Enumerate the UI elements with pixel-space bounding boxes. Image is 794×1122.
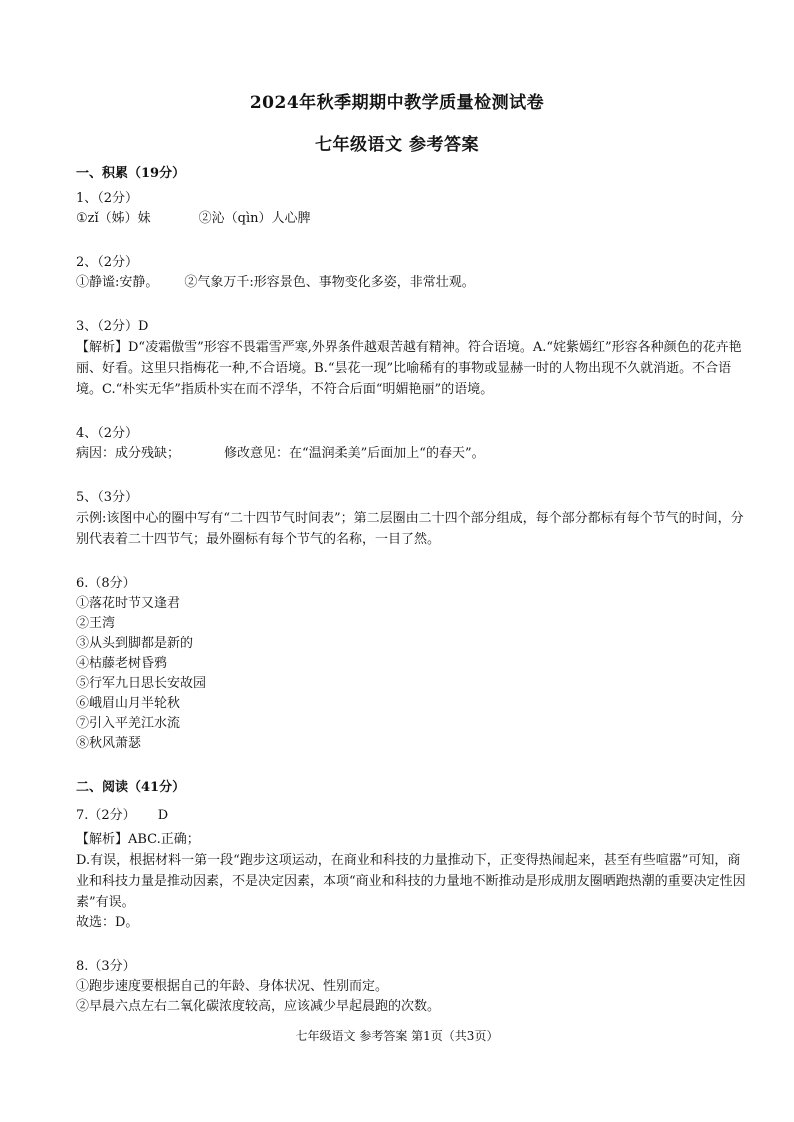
q6-item: ③从头到脚都是新的 [76,636,194,651]
section1-heading: 一、积累（19分） [76,166,186,181]
q6-item: ⑤行军九日思长安故园 [76,676,207,691]
q2-answer-a: ①静谧:安静。 [76,275,159,290]
q4-answer-b: 修改意见：在“温润柔美”后面加上“的春天”。 [224,446,485,461]
q5-answer: 示例:该图中心的圈中写有“二十四节气时间表”；第二层圈由二十四个部分组成，每个部分都标有每个节气的时间，分别代表着二十四节气；最外圈标有每个节气的名称，一目了然。 [76,511,744,547]
q1-number: 1、（2分） [76,191,139,206]
q6-number: 6.（8分） [76,576,136,591]
q2-answer [76,273,746,293]
q7-number-label: 7.（2分） [76,808,136,823]
q2-number: 2、（2分） [76,255,139,270]
q7-analysis-2: D.有误，根据材料一第一段“跑步这项运动，在商业和科技的力量推动下，正变得热闹起来，甚至有些喧嚣”可知，商业和科技力量是推动因素，不是决定因素，本项“商业和科技的力量地不断推动是形成朋友圈晒跑热潮的重要决定性因素”有误。 [76,853,746,910]
q4-number: 4、（2分） [76,426,139,441]
q7-number [76,806,746,826]
q4-answer-a: 病因：成分残缺； [76,446,181,461]
q6-item: ④枯藤老树昏鸦 [76,656,168,671]
q8-number: 8.（3分） [76,959,136,974]
q3-number: 3、（2分）D [76,319,149,334]
q7-analysis-1: 【解析】ABC.正确； [76,832,200,847]
q6-item: ①落花时节又逢君 [76,596,181,611]
q1-answer-a: ①zǐ（姊）妹 [76,211,151,226]
q6-item: ⑧秋风萧瑟 [76,736,142,751]
q6-item: ⑦引入平羌江水流 [76,716,181,731]
answer-content [76,164,746,1017]
q7-answer: D [157,808,169,823]
q7-analysis-3: 故选：D。 [76,915,139,930]
q1-answer [76,209,746,229]
q4-answer [76,444,746,464]
q1-answer-b: ②沁（qìn）人心脾 [198,211,311,226]
q8-item: ①跑步速度要根据自己的年龄、身体状况、性别而定。 [76,979,389,994]
q3-analysis: 【解析】D“凌霜傲雪”形容不畏霜雪严寒,外界条件越艰苦越有精神。符合语境。A.“姹紫嫣红”形容各种颜色的花卉艳丽、好看。这里只指梅花一种,不合语境。B.“昙花一现”比喻稀有的事物或显赫一时的人物出现不久就消逝。不合语境。C.“朴实无华”指质朴实在而不浮华，不符合后面“明媚艳丽”的语境。 [76,340,742,397]
section2-heading: 二、阅读（41分） [76,780,186,795]
page-title: 2024年秋季期期中教学质量检测试卷 [249,93,545,113]
page-footer: 七年级语文 参考答案 第1页（共3页） [295,1029,499,1043]
q8-item: ②早晨六点左右二氧化碳浓度较高，应该减少早起晨跑的次数。 [76,999,441,1014]
page-subtitle: 七年级语文 参考答案 [315,135,479,155]
q5-number: 5、（3分） [76,490,139,505]
q6-item: ⑥峨眉山月半轮秋 [76,696,181,711]
q6-item: ②王湾 [76,616,116,631]
q2-answer-b: ②气象万千:形容景色、事物变化多姿，非常壮观。 [184,275,475,290]
